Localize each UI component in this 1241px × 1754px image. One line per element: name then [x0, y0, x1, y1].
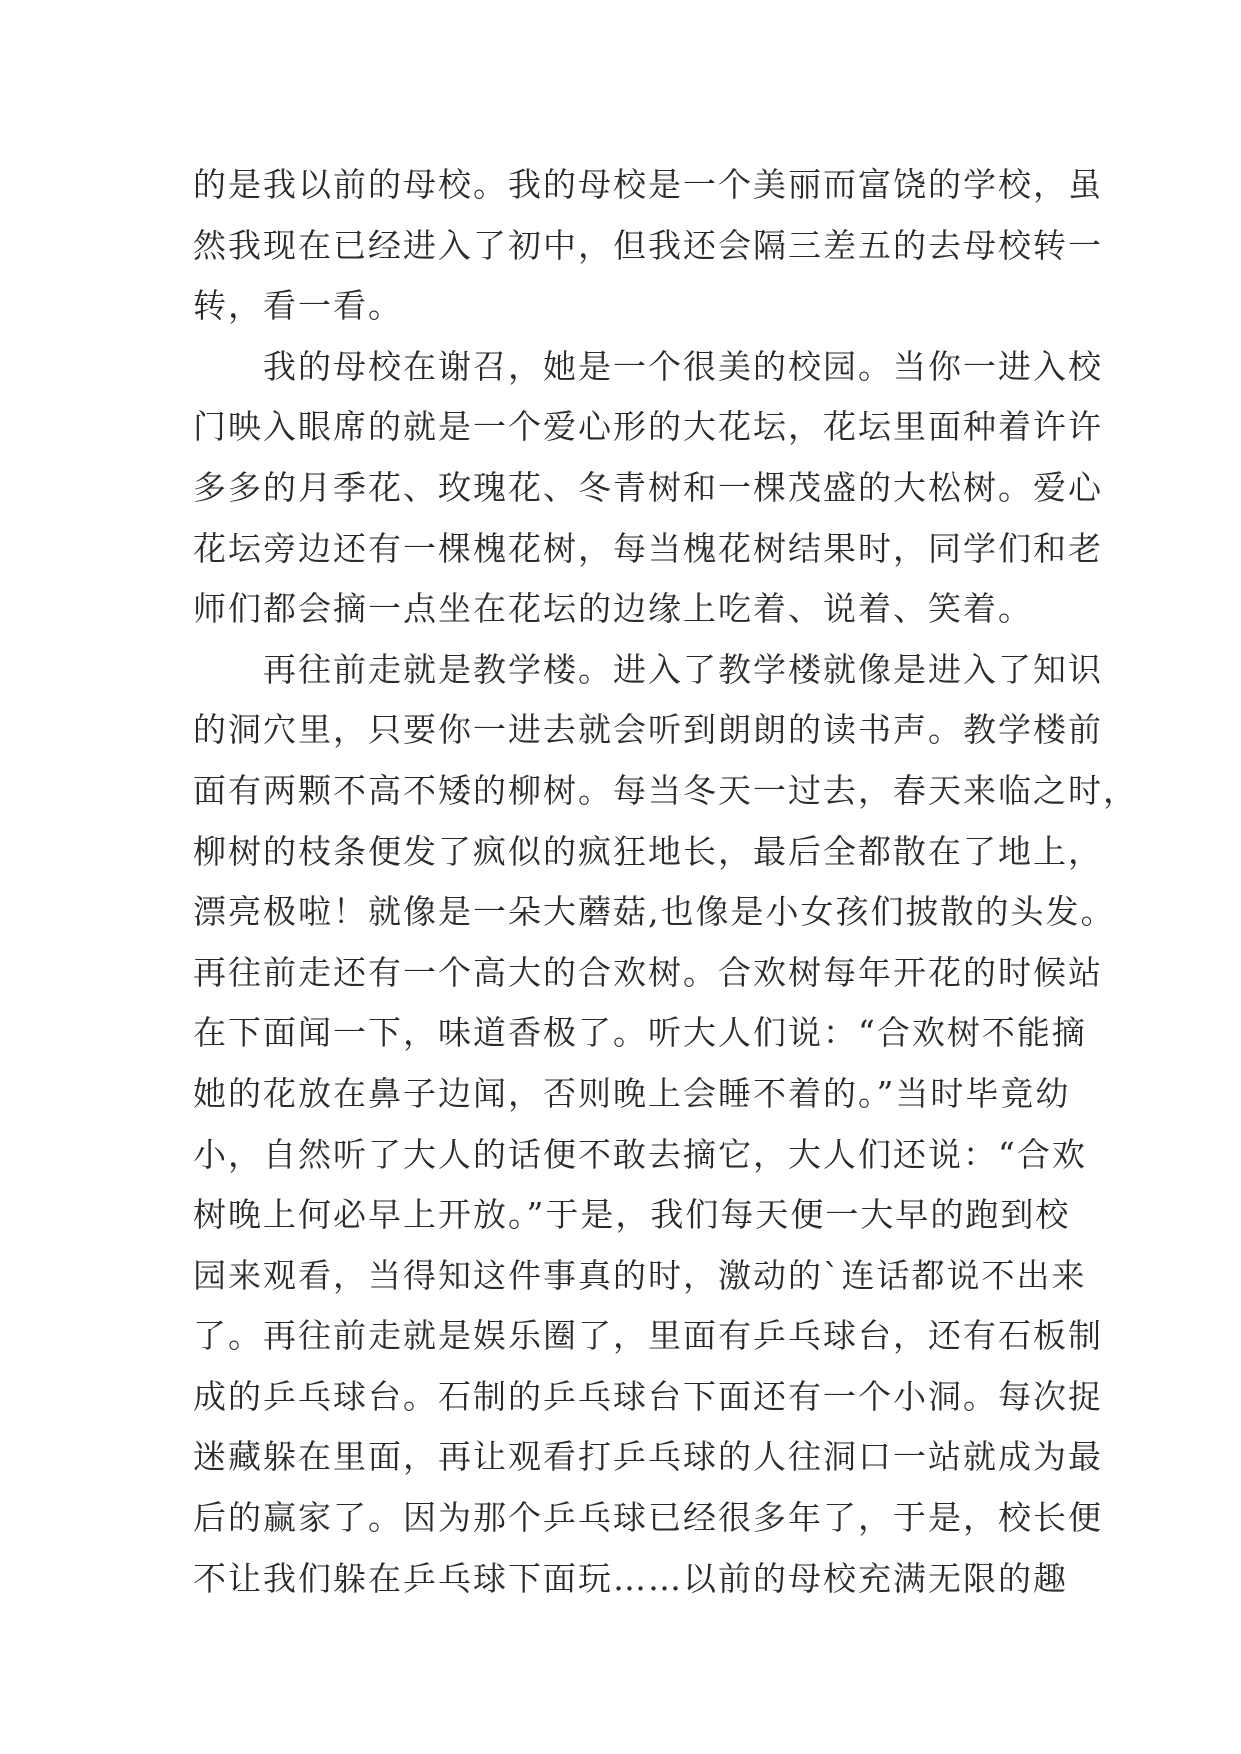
text-line: 师们都会摘一点坐在花坛的边缘上吃着、说着、笑着。: [193, 589, 1033, 629]
text-line: 柳树的枝条便发了疯似的疯狂地长，最后全都散在了地上，: [193, 831, 1103, 871]
text-line: 面有两颗不高不矮的柳树。每当冬天一过去，春天来临之时，: [193, 770, 1138, 810]
text-line: 漂亮极啦！就像是一朵大蘑菇,也像是小女孩们披散的头发。: [193, 892, 1116, 932]
document-body-text: [193, 155, 1138, 1609]
text-line: 不让我们躲在乒乓球下面玩……以前的母校充满无限的趣: [193, 1558, 1068, 1598]
text-line: 多多的月季花、玫瑰花、冬青树和一棵茂盛的大松树。爱心: [193, 467, 1103, 507]
text-line: 迷藏躲在里面，再让观看打乒乓球的人往洞口一站就成为最: [193, 1437, 1103, 1477]
text-line: 再往前走还有一个高大的合欢树。合欢树每年开花的时候站: [193, 952, 1103, 992]
text-line: 树晚上何必早上开放。”于是，我们每天便一大早的跑到校: [193, 1195, 1071, 1235]
text-line: 的是我以前的母校。我的母校是一个美丽而富饶的学校，虽: [193, 165, 1103, 204]
text-line: 再往前走就是教学楼。进入了教学楼就像是进入了知识: [193, 649, 1103, 689]
text-line: 后的赢家了。因为那个乒乓球已经很多年了，于是，校长便: [193, 1498, 1103, 1538]
text-line: 花坛旁边还有一棵槐花树，每当槐花树结果时，同学们和老: [193, 528, 1103, 568]
text-line: 在下面闻一下，味道香极了。听大人们说：“合欢树不能摘: [193, 1013, 1087, 1053]
text-line: 然我现在已经进入了初中，但我还会隔三差五的去母校转一: [193, 225, 1103, 265]
text-line: 的洞穴里，只要你一进去就会听到朗朗的读书声。教学楼前: [193, 710, 1103, 750]
text-line: 成的乒乓球台。石制的乒乓球台下面还有一个小洞。每次捉: [193, 1376, 1103, 1416]
text-line: 小，自然听了大人的话便不敢去摘它，大人们还说：“合欢: [193, 1134, 1087, 1174]
text-line: 转，看一看。: [193, 286, 403, 326]
text-line: 我的母校在谢召，她是一个很美的校园。当你一进入校: [193, 346, 1103, 386]
text-line: 门映入眼席的就是一个爱心形的大花坛，花坛里面种着许许: [193, 407, 1103, 447]
text-line: 园来观看，当得知这件事真的时，激动的`连话都说不出来: [193, 1255, 1087, 1295]
text-line: 了。再往前走就是娱乐圈了，里面有乒乓球台，还有石板制: [193, 1316, 1103, 1356]
text-line: 她的花放在鼻子边闻，否则晚上会睡不着的。”当时毕竟幼: [193, 1073, 1071, 1113]
